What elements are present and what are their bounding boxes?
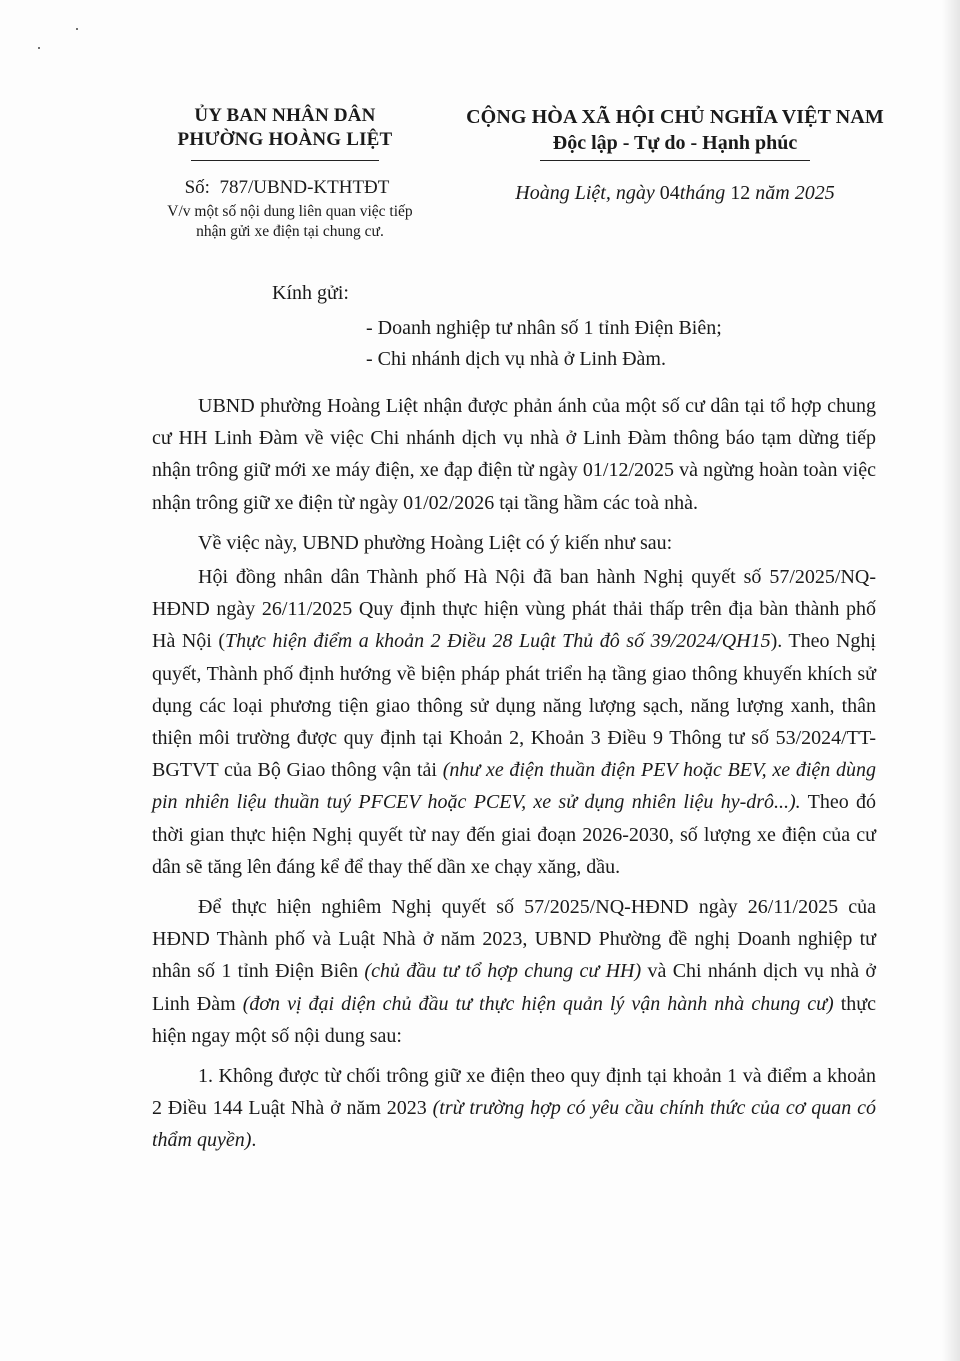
p5-text-a: 1. Không được từ chối trông giữ xe điện theo quy định tại khoản 1 và điểm a khoản 2 Điều 144 Luật Nhà ở năm 2023 [152, 1065, 876, 1120]
number-label: Số: [184, 177, 210, 198]
scan-speck [76, 28, 78, 30]
paragraph-5 [152, 1060, 876, 1157]
date-place: Hoàng Liệt, ngày [515, 182, 655, 204]
authority-line-1: ỦY BAN NHÂN DÂN [194, 105, 376, 126]
subject-line-2: nhận gửi xe điện tại chung cư. [196, 223, 384, 240]
p4-text-e: thực hiện ngay một số nội dung sau: [152, 992, 876, 1047]
paragraph-4 [152, 891, 876, 1052]
subject-line-1: V/v một số nội dung liên quan việc tiếp [167, 203, 413, 220]
date-month-label: tháng [679, 182, 726, 204]
motto-underline [540, 160, 810, 161]
p4-italic-d: (đơn vị đại diện chủ đầu tư thực hiện quản lý vận hành nhà chung cư) [242, 992, 834, 1015]
p3-text-e: Theo đó thời gian thực hiện Nghị quyết từ nay đến giai đoạn 2026-2030, số lượng xe điện của cư dân sẽ tăng lên đáng kể để thay thế dần xe chạy xăng, dầu. [152, 791, 876, 878]
p5-italic-b: (trừ trường hợp có yêu cầu chính thức của cơ quan có thẩm quyền) [152, 1097, 877, 1152]
authority-underline [191, 160, 379, 161]
recipient-item: - Doanh nghiệp tư nhân số 1 tỉnh Điện Biên; [366, 317, 722, 339]
motto: Độc lập - Tự do - Hạnh phúc [552, 132, 798, 154]
p4-text-a: Để thực hiện nghiêm Nghị quyết số 57/2025/NQ-HĐND ngày 26/11/2025 của HĐND Thành phố và Luật Nhà ở năm 2023, UBND Phường đề nghị Doanh nghiệp tư nhân số 1 tỉnh Điện Biên [152, 896, 876, 983]
paragraph-1: UBND phường Hoàng Liệt nhận được phản ánh của một số cư dân tại tổ hợp chung cư HH Linh Đàm về việc Chi nhánh dịch vụ nhà ở Linh Đàm thông báo tạm dừng tiếp nhận trông giữ mới xe máy điện, xe đạp điện từ ngày 01/12/2025 và ngừng hoàn toàn việc nhận trông giữ xe điện từ ngày 01/02/2026 tại tầng hầm các toà nhà. [152, 395, 876, 514]
recipients-list [366, 313, 722, 375]
document-subject [150, 202, 430, 242]
issue-date [470, 180, 880, 206]
p3-text-a: Hội đồng nhân dân Thành phố Hà Nội đã ban hành Nghị quyết số 57/2025/NQ-HĐND ngày 26/11/2025 Quy định thực hiện vùng phát thải thấp trên địa bàn thành phố Hà Nội ( [152, 566, 876, 653]
p4-italic-b: (chủ đầu tư tổ hợp chung cư HH) [364, 960, 642, 983]
date-month: 12 [730, 182, 751, 204]
issuing-authority [140, 104, 430, 161]
page-edge-shadow [942, 0, 960, 1361]
p3-text-c: ). Theo Nghị quyết, Thành phố định hướng về biện pháp phát triển hạ tầng giao thông khuyến khích sử dụng các loại phương tiện giao thông sử dụng năng lượng sạch, năng lượng xanh, thân thiện môi trường được quy định tại Khoản 2, Khoản 3 Điều 9 Thông tư số 53/2024/TT-BGTVT của Bộ Giao thông vận tải [152, 630, 876, 782]
date-year: năm 2025 [755, 182, 835, 204]
document-number [152, 176, 422, 200]
nation-name: CỘNG HÒA XÃ HỘI CHỦ NGHĨA VIỆT NAM [466, 106, 884, 128]
paragraph-3 [152, 561, 876, 883]
number-code: /UBND-KTHTĐT [247, 177, 390, 198]
p3-italic-d: (như xe điện thuần điện PEV hoặc BEV, xe điện dùng pin nhiên liệu thuần tuý PFCEV hoặc PCEV, xe sử dụng nhiên liệu hy-drô...). [152, 759, 876, 814]
p3-italic-b: Thực hiện điểm a khoản 2 Điều 28 Luật Thủ đô số 39/2024/QH15 [225, 630, 771, 653]
paragraph-2: Về việc này, UBND phường Hoàng Liệt có ý kiến như sau: [198, 531, 673, 554]
number-value: 787 [219, 177, 248, 198]
recipient-item: - Chi nhánh dịch vụ nhà ở Linh Đàm. [366, 348, 666, 370]
scan-speck [38, 47, 40, 49]
authority-line-2: PHƯỜNG HOÀNG LIỆT [177, 129, 393, 150]
p4-text-c: và Chi nhánh dịch vụ nhà ở Linh Đàm [152, 960, 876, 1015]
date-day: 04 [659, 182, 680, 204]
document-body [152, 390, 876, 1159]
recipients-label: Kính gửi: [272, 282, 349, 304]
national-motto [445, 104, 905, 161]
p5-text-c: . [251, 1129, 257, 1152]
